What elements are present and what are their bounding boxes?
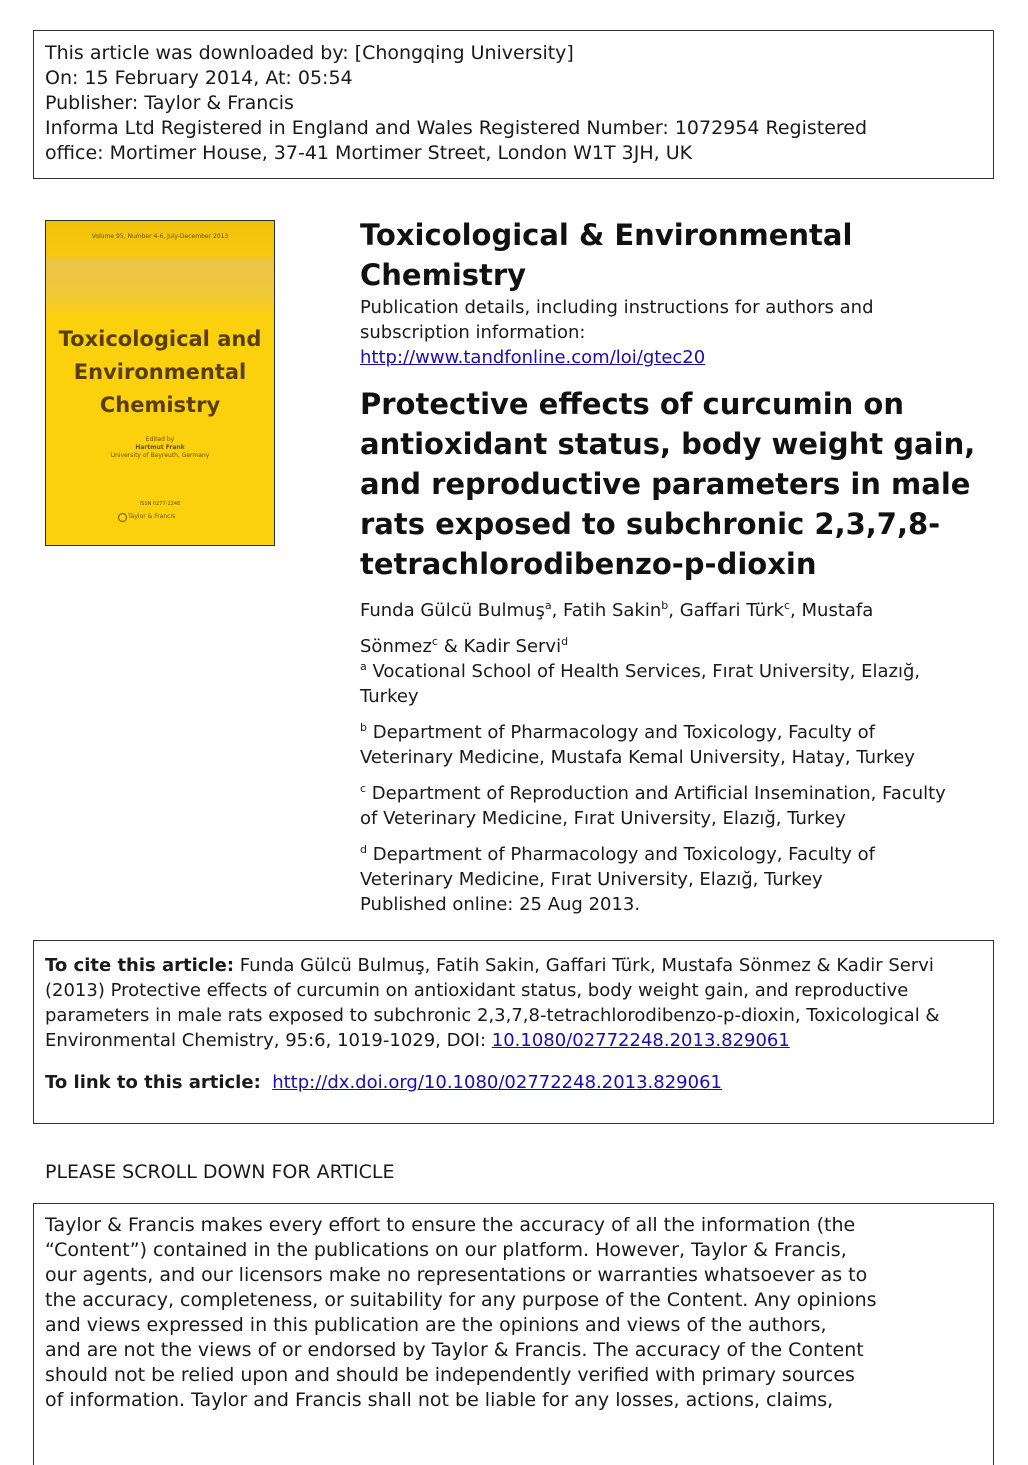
download-notice-line: On: 15 February 2014, At: 05:54: [45, 67, 353, 89]
author-name: Funda Gülcü Bulmuş: [360, 600, 545, 621]
affiliation-text: Veterinary Medicine, Mustafa Kemal University, Hatay, Turkey: [360, 747, 915, 768]
author-name: Kadir Servi: [463, 636, 562, 657]
affiliation-item: [360, 715, 990, 770]
journal-title: [360, 215, 990, 295]
article-title-line: and reproductive parameters in male: [360, 467, 971, 501]
cover-title-line: Toxicological and: [58, 327, 262, 351]
article-doi-url-link[interactable]: http://dx.doi.org/10.1080/02772248.2013.829061: [272, 1072, 722, 1093]
affiliation-text: Turkey: [360, 686, 419, 707]
scroll-notice: PLEASE SCROLL DOWN FOR ARTICLE: [45, 1161, 395, 1183]
author-list: [360, 590, 920, 662]
download-notice-line: office: Mortimer House, 37-41 Mortimer Street, London W1T 3JH, UK: [45, 142, 693, 164]
article-title-line: antioxidant status, body weight gain,: [360, 427, 976, 461]
publication-details: [360, 295, 990, 370]
publisher-logo-icon: [118, 513, 127, 522]
cite-text: parameters in male rats exposed to subchronic 2,3,7,8-tetrachlorodibenzo-p-dioxin, Toxicological &: [45, 1005, 940, 1026]
affiliation-text: Department of Reproduction and Artificial Insemination, Faculty: [366, 783, 946, 804]
affiliation-sup: a: [360, 660, 367, 673]
affiliation-text: Department of Pharmacology and Toxicology, Faculty of: [366, 844, 875, 865]
affiliation-sup: c: [360, 782, 367, 795]
cover-issn: ISSN 0277-2248: [139, 501, 181, 507]
cite-text: Funda Gülcü Bulmuş, Fatih Sakin, Gaffari Türk, Mustafa Sönmez & Kadir Servi: [234, 955, 934, 976]
journal-title-line: Chemistry: [360, 258, 527, 292]
article-title-line: tetrachlorodibenzo-p-dioxin: [360, 547, 817, 581]
cover-publisher: Taylor & Francis: [128, 513, 176, 520]
cover-editor-affil: University of Bayreuth, Germany: [110, 452, 210, 459]
citation-box: [33, 940, 994, 1124]
affiliation-text: of Veterinary Medicine, Fırat University, Elazığ, Turkey: [360, 808, 846, 829]
download-notice: [33, 30, 994, 179]
author-sup: a: [544, 599, 552, 612]
doi-link[interactable]: 10.1080/02772248.2013.829061: [491, 1030, 790, 1051]
author-sup: b: [661, 599, 669, 612]
affiliation-sup: b: [360, 721, 367, 734]
cite-text: Environmental Chemistry, 95:6, 1019-1029, DOI:: [45, 1030, 492, 1051]
affiliation-sup: d: [360, 843, 367, 856]
publication-details-line: Publication details, including instructions for authors and: [360, 297, 874, 318]
download-notice-line: This article was downloaded by: [Chongqing University]: [45, 42, 574, 64]
article-title-line: rats exposed to subchronic 2,3,7,8-: [360, 507, 941, 541]
publication-details-line: subscription information:: [360, 322, 586, 343]
link-label: To link to this article:: [45, 1072, 261, 1093]
download-notice-line: Publisher: Taylor & Francis: [45, 92, 294, 114]
journal-url-link[interactable]: http://www.tandfonline.com/loi/gtec20: [360, 347, 706, 368]
disclaimer-line: and are not the views of or endorsed by Taylor & Francis. The accuracy of the Content: [45, 1339, 864, 1361]
cover-editor: [46, 436, 274, 460]
journal-cover-image: [45, 220, 275, 546]
author-sep: ,: [668, 600, 680, 621]
affiliation-item: [360, 837, 990, 892]
cite-label: To cite this article:: [45, 955, 235, 976]
authors-block: [360, 590, 920, 662]
disclaimer-line: the accuracy, completeness, or suitability for any purpose of the Content. Any opinions: [45, 1289, 877, 1311]
author-sep: &: [437, 636, 464, 657]
link-paragraph: [45, 1070, 982, 1095]
author-sup: c: [783, 599, 791, 612]
published-date: Published online: 25 Aug 2013.: [360, 894, 641, 915]
article-title-line: Protective effects of curcumin on: [360, 387, 904, 421]
cite-text: (2013) Protective effects of curcumin on antioxidant status, body weight gain, and reproductive: [45, 980, 909, 1001]
cover-title-line: Environmental: [73, 360, 247, 384]
article-title: [360, 384, 990, 584]
disclaimer-line: Taylor & Francis makes every effort to ensure the accuracy of all the information (the: [45, 1214, 856, 1236]
cite-paragraph: [45, 953, 982, 1053]
author-sep: ,: [551, 600, 564, 621]
author-sep: ,: [790, 600, 802, 621]
affiliation-item: [360, 654, 990, 709]
affiliations: [360, 654, 990, 917]
download-notice-line: Informa Ltd Registered in England and Wales Registered Number: 1072954 Registered: [45, 117, 868, 139]
cover-title: [46, 323, 274, 422]
disclaimer-line: and views expressed in this publication are the opinions and views of the authors,: [45, 1314, 827, 1336]
author-sup: c: [431, 635, 438, 648]
disclaimer-box: [33, 1203, 994, 1465]
cover-edited-by: Edited by: [145, 436, 175, 443]
affiliation-text: Department of Pharmacology and Toxicology, Faculty of: [366, 722, 875, 743]
cover-editor-name: Hartmut Frank: [135, 444, 185, 451]
disclaimer-line: “Content”) contained in the publications on our platform. However, Taylor & Francis,: [45, 1239, 847, 1261]
affiliation-text: Veterinary Medicine, Fırat University, Elazığ, Turkey: [360, 869, 823, 890]
affiliation-text: Vocational School of Health Services, Fırat University, Elazığ,: [366, 661, 921, 682]
disclaimer-line: our agents, and our licensors make no representations or warranties whatsoever as to: [45, 1264, 868, 1286]
cover-volume-text: Volume 95, Number 4-6, July-December 2013: [91, 233, 229, 240]
affiliation-item: [360, 776, 990, 831]
author-name: Gaffari Türk: [679, 600, 784, 621]
disclaimer-line: should not be relied upon and should be independently verified with primary sources: [45, 1364, 855, 1386]
disclaimer-line: of information. Taylor and Francis shall not be liable for any losses, actions, claims,: [45, 1389, 834, 1411]
author-sup: d: [561, 635, 569, 648]
author-name: Mustafa Sönmez: [360, 600, 874, 657]
cover-title-line: Chemistry: [99, 393, 221, 417]
journal-title-line: Toxicological & Environmental: [360, 218, 853, 252]
author-name: Fatih Sakin: [563, 600, 662, 621]
